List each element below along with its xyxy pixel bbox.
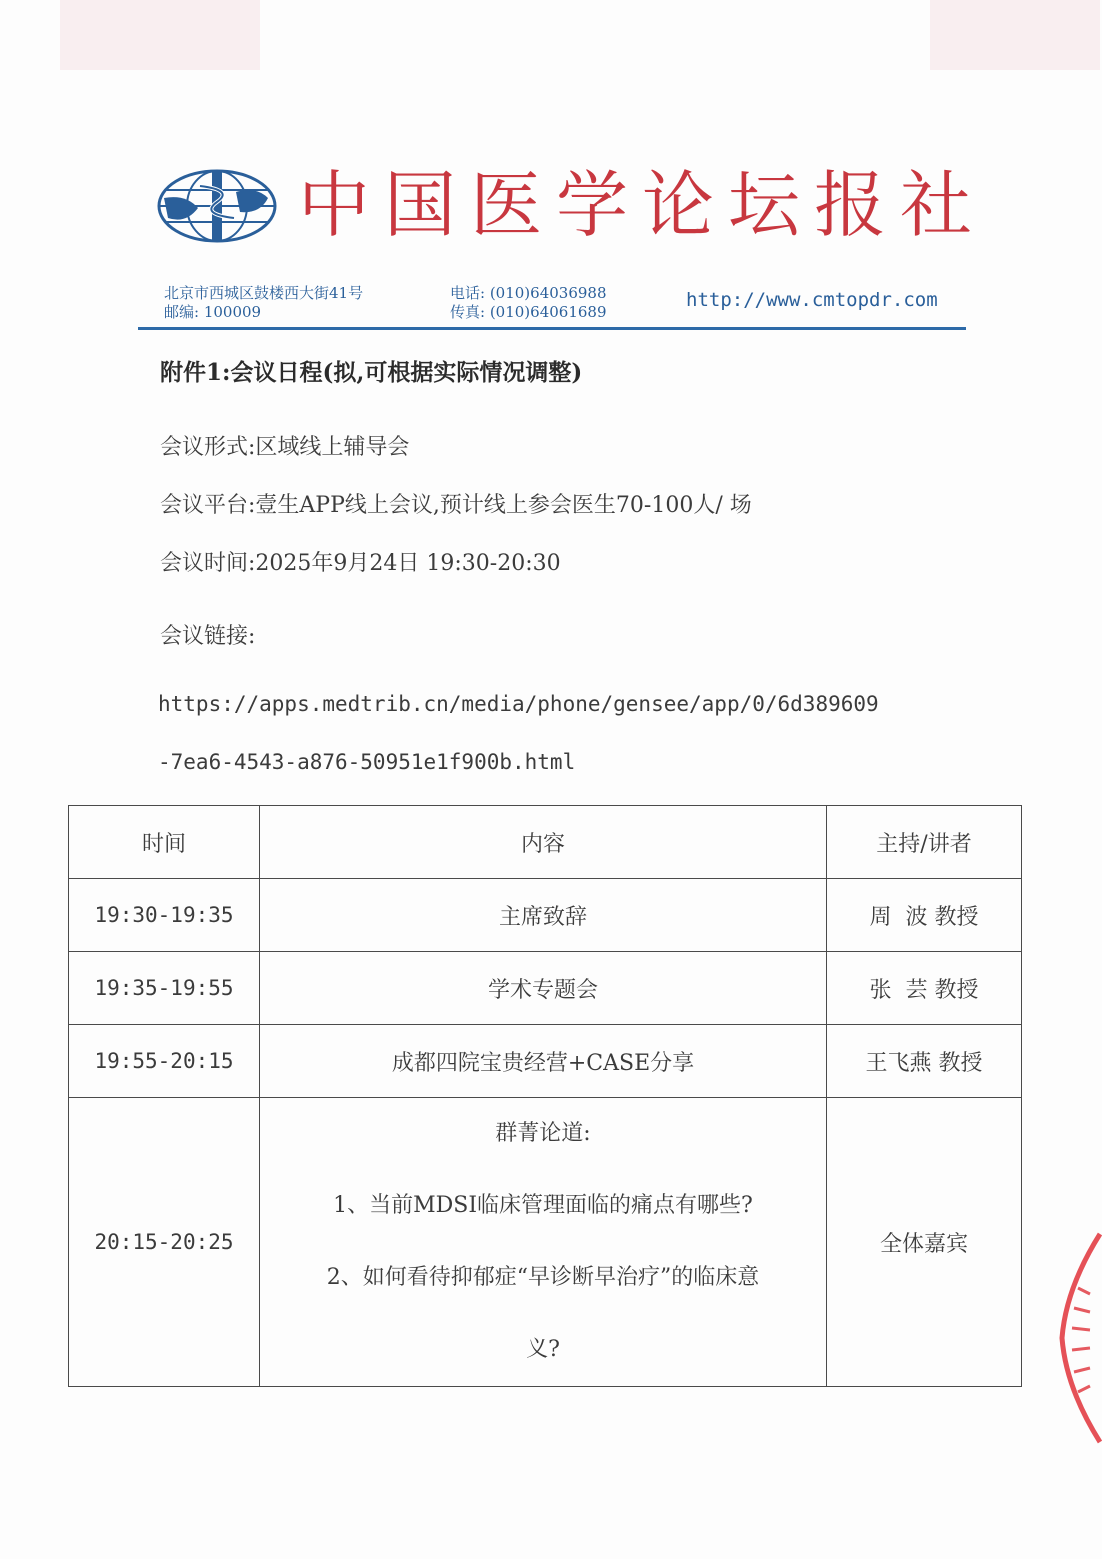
meeting-time: 会议时间:2025年9月24日 19:30-20:30 — [160, 551, 561, 576]
table-row — [69, 1025, 1022, 1098]
row-content: 主席致辞 — [260, 879, 827, 952]
table-row-discussion — [69, 1098, 1022, 1387]
table-header-row — [69, 806, 1022, 879]
row-host: 全体嘉宾 — [827, 1098, 1022, 1387]
header-time: 时间 — [69, 806, 260, 879]
table-row — [69, 952, 1022, 1025]
header-content: 内容 — [260, 806, 827, 879]
postcode-text: 邮编: 100009 — [164, 303, 262, 321]
red-seal-fragment-icon — [1052, 1228, 1102, 1448]
row-host: 周 波 教授 — [827, 879, 1022, 952]
row-content-discussion — [260, 1098, 827, 1387]
row-content: 学术专题会 — [260, 952, 827, 1025]
discussion-title: 群菁论道: — [495, 1121, 591, 1146]
website-link[interactable]: http://www.cmtopdr.com — [686, 289, 938, 311]
table-row — [69, 879, 1022, 952]
row-time: 19:55-20:15 — [69, 1025, 260, 1098]
discussion-question-1: 1、当前MDSI临床管理面临的痛点有哪些? — [333, 1193, 753, 1218]
row-time: 20:15-20:25 — [69, 1098, 260, 1387]
letterhead-divider — [138, 327, 966, 330]
row-host: 王飞燕 教授 — [827, 1025, 1022, 1098]
scan-tint — [930, 0, 1100, 70]
meeting-link-line1[interactable]: https://apps.medtrib.cn/media/phone/gensee/app/0/6d389609 — [158, 692, 879, 716]
row-host: 张 芸 教授 — [827, 952, 1022, 1025]
meeting-platform: 会议平台:壹生APP线上会议,预计线上参会医生70-100人/ 场 — [160, 493, 752, 518]
meeting-link-line2[interactable]: -7ea6-4543-a876-50951e1f900b.html — [158, 750, 576, 774]
scan-tint — [60, 0, 260, 70]
row-time: 19:30-19:35 — [69, 879, 260, 952]
globe-caduceus-logo-icon — [156, 168, 278, 244]
meeting-link-label: 会议链接: — [160, 624, 256, 649]
organization-name: 中国医学论坛报社 — [298, 163, 987, 247]
row-time: 19:35-19:55 — [69, 952, 260, 1025]
schedule-table — [68, 805, 1022, 1387]
discussion-question-2-cont: 义? — [526, 1337, 560, 1362]
fax-text: 传真: (010)64061689 — [450, 303, 607, 321]
discussion-question-2: 2、如何看待抑郁症“早诊断早治疗”的临床意 — [326, 1265, 760, 1290]
phone-text: 电话: (010)64036988 — [450, 284, 607, 302]
header-host: 主持/讲者 — [827, 806, 1022, 879]
address-text: 北京市西城区鼓楼西大街41号 — [164, 284, 364, 302]
row-content: 成都四院宝贵经营+CASE分享 — [260, 1025, 827, 1098]
attachment-heading: 附件1:会议日程(拟,可根据实际情况调整) — [160, 359, 583, 386]
meeting-format: 会议形式:区域线上辅导会 — [160, 435, 410, 460]
